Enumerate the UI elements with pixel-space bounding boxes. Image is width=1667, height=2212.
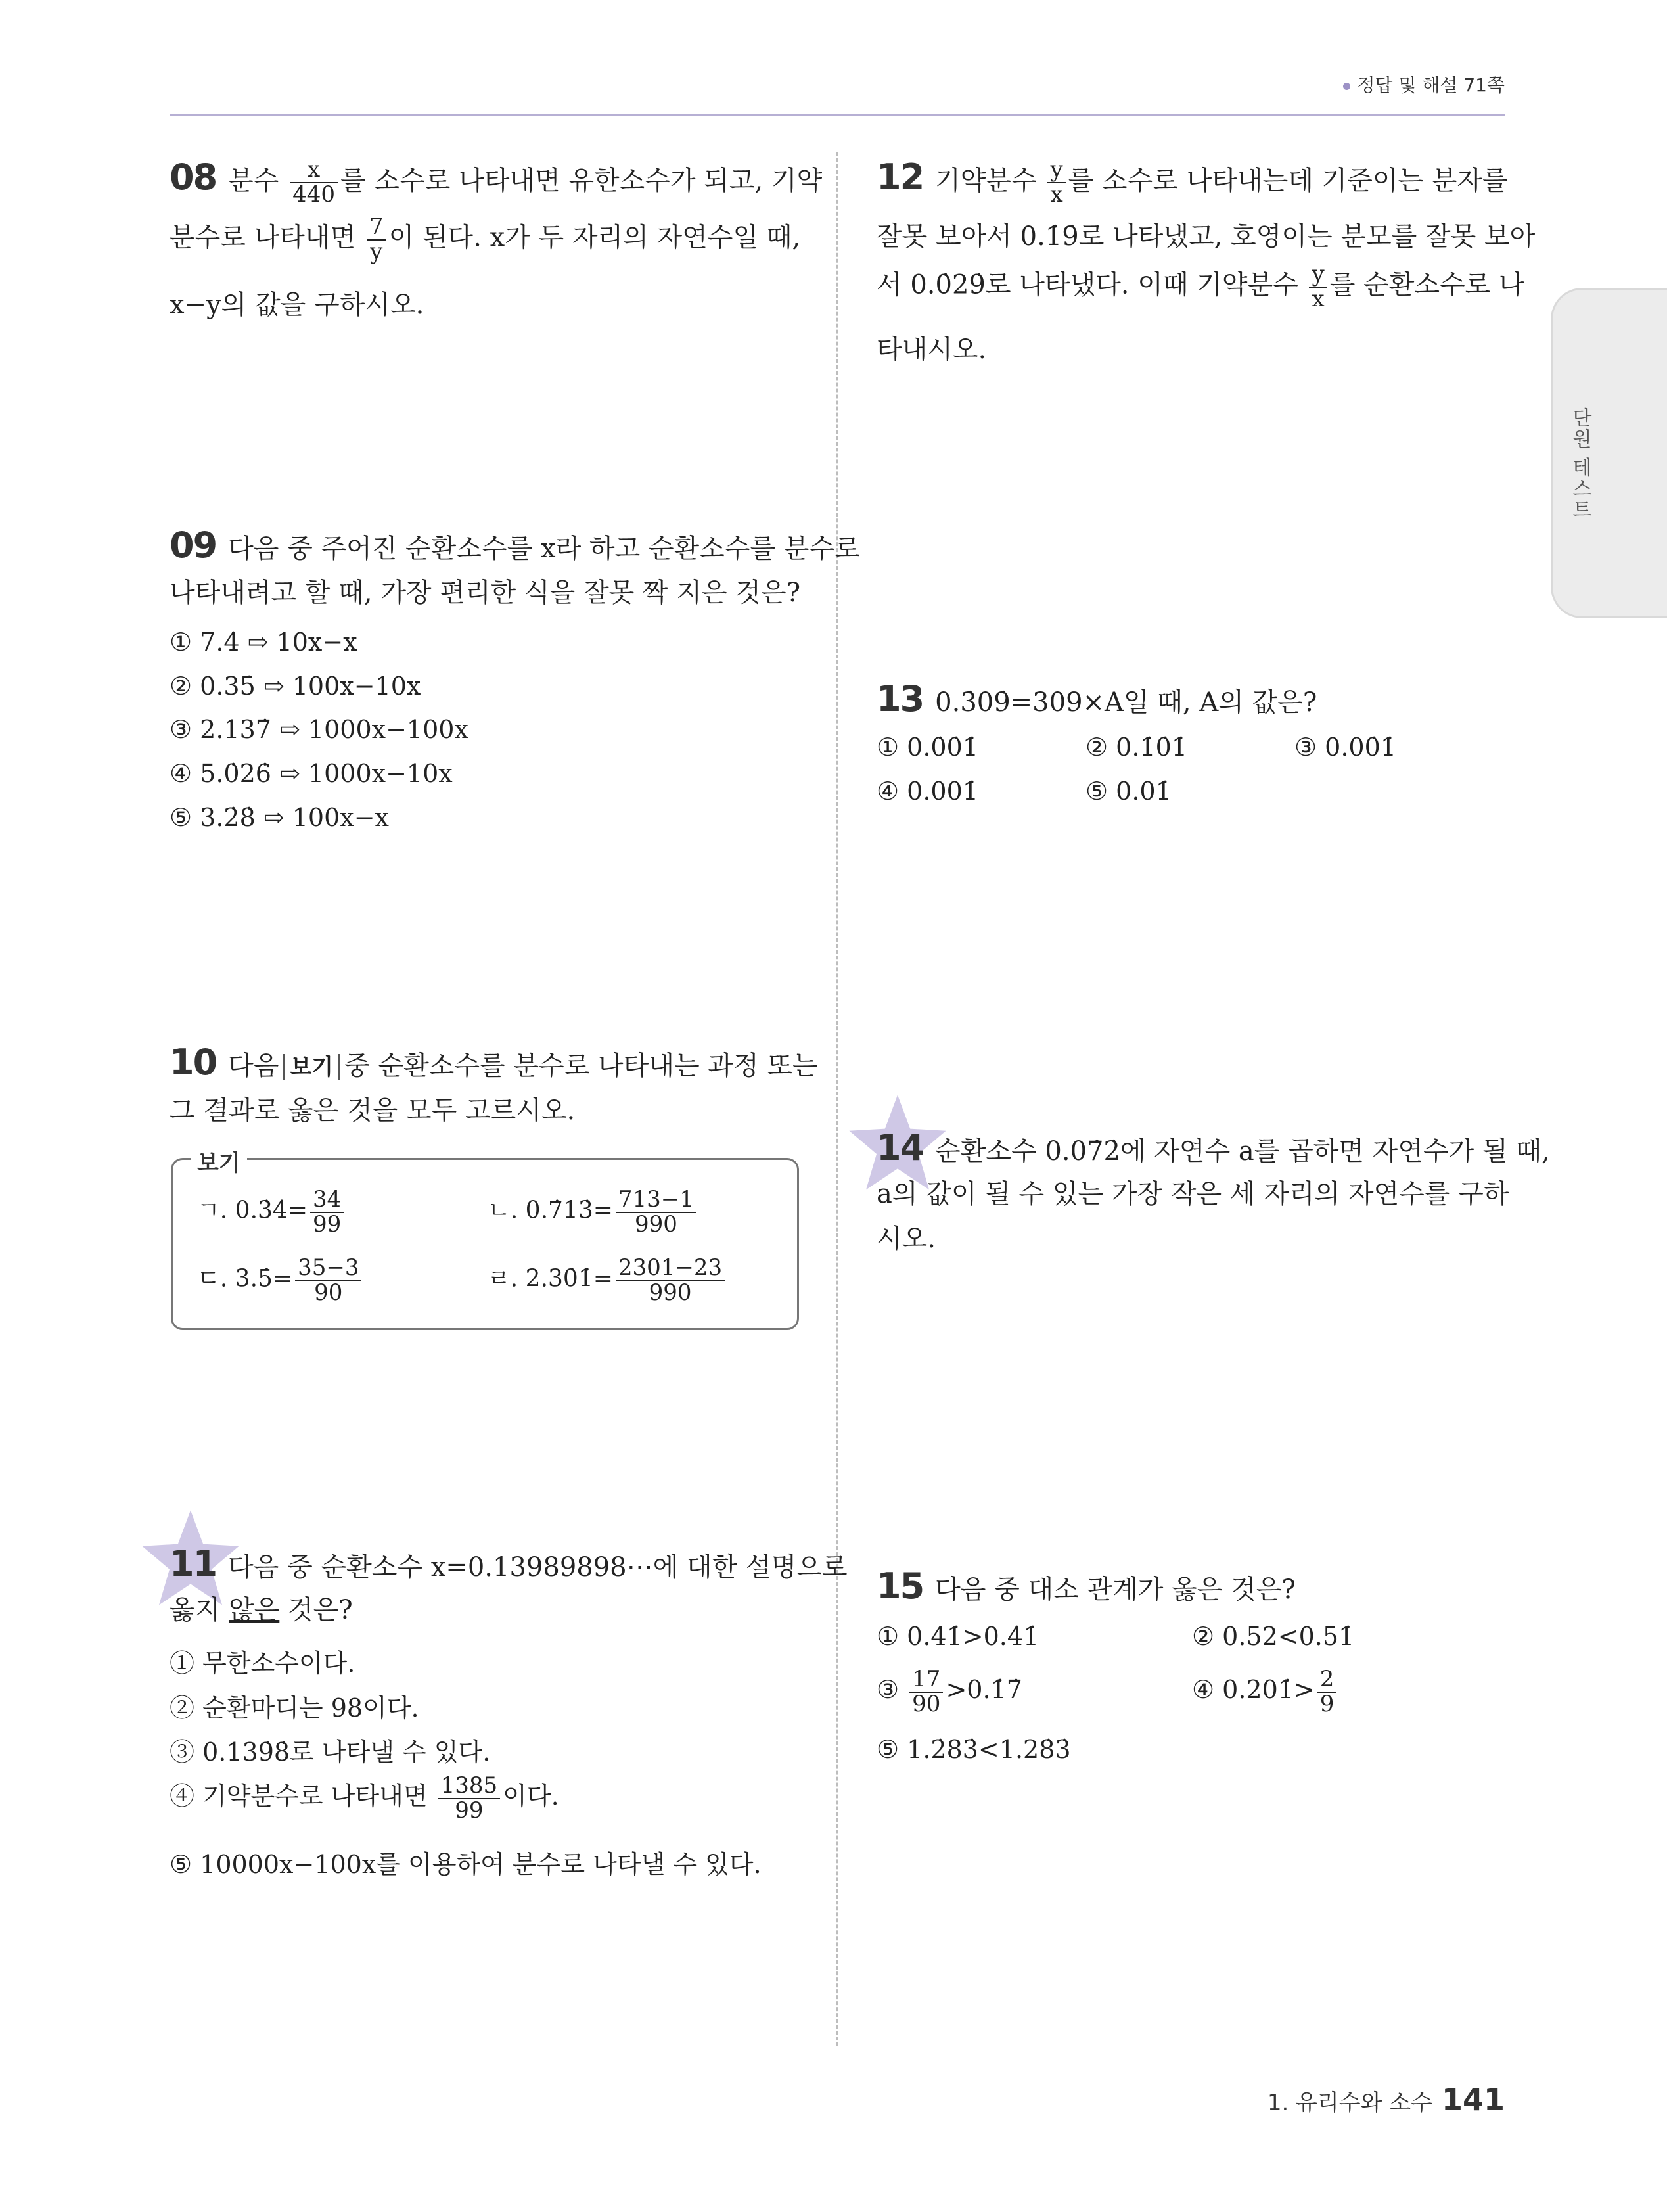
- option-text: 이다.: [503, 1782, 559, 1811]
- fraction: [295, 1256, 361, 1304]
- question-12-line2: 잘못 보아서 0.1̇9̇로 나타냈고, 호영이는 분모를 잘못 보아: [877, 221, 1536, 252]
- option-5[interactable]: ⑤ 1.2̇83̇<1.28̇3̇: [877, 1735, 1071, 1764]
- question-number: 13: [877, 678, 924, 720]
- question-10: [170, 1042, 818, 1083]
- denominator: x: [1050, 181, 1063, 208]
- fraction: [1317, 1668, 1337, 1716]
- bogi-item-3: [197, 1256, 364, 1304]
- header-rule: [170, 114, 1505, 116]
- option-2[interactable]: ② 0.52<0.51̇: [1192, 1622, 1355, 1651]
- denominator: 90: [314, 1279, 343, 1306]
- question-number: 11: [170, 1543, 217, 1584]
- bogi-tag: 보기: [283, 1054, 340, 1080]
- question-text: 순환소수 0.07̇2̇에 자연수 a를 곱하면 자연수가 될 때,: [935, 1136, 1550, 1166]
- bullet-dot-icon: [1343, 83, 1350, 90]
- denominator: 990: [649, 1279, 692, 1306]
- denominator: 90: [912, 1690, 941, 1717]
- question-13: [877, 678, 1317, 720]
- fraction: [1047, 158, 1065, 206]
- denominator: y: [370, 238, 383, 265]
- underlined-word: 않은: [229, 1595, 280, 1625]
- numerator: y: [1309, 263, 1327, 288]
- denominator: 99: [455, 1797, 484, 1824]
- question-number: 10: [170, 1042, 217, 1083]
- numerator: 7: [367, 216, 386, 241]
- numerator: 2301−23: [616, 1256, 725, 1281]
- fraction: [616, 1256, 725, 1304]
- question-text: 것은?: [288, 1595, 353, 1625]
- option-1[interactable]: ① 0.0̇0̇1̇: [877, 733, 978, 762]
- denominator: x: [1312, 285, 1325, 312]
- fraction: [616, 1188, 696, 1236]
- bogi-item-1: [197, 1188, 346, 1236]
- option-3[interactable]: ③ 2.137̇ ⇨ 1000x−100x: [170, 715, 468, 744]
- option-4[interactable]: [170, 1774, 559, 1822]
- option-2[interactable]: ② 0.35̇ ⇨ 100x−10x: [170, 672, 421, 701]
- denominator: 99: [312, 1210, 342, 1237]
- fraction: [909, 1668, 943, 1716]
- bogi-item-text: ㄱ. 0.3̇4̇=: [197, 1197, 308, 1224]
- question-text: 분수로 나타내면: [170, 222, 356, 253]
- question-12-line4: 타내시오.: [877, 334, 987, 365]
- fraction: [290, 158, 338, 206]
- option-text: >0.1̇7̇: [946, 1675, 1022, 1705]
- question-14-line2: a의 값이 될 수 있는 가장 작은 세 자리의 자연수를 구하: [877, 1179, 1509, 1209]
- question-08-line3: x−y의 값을 구하시오.: [170, 290, 424, 320]
- option-4[interactable]: ④ 5.0̇26̇ ⇨ 1000x−10x: [170, 759, 453, 788]
- question-text: 분수: [228, 166, 279, 196]
- question-text: 를 순환소수로 나: [1329, 269, 1524, 300]
- question-08-line2: [170, 216, 800, 264]
- question-text: 0.3̇09̇=309×A일 때, A의 값은?: [935, 687, 1317, 718]
- bogi-item-text: ㄴ. 0.7̇13̇=: [488, 1197, 613, 1224]
- bogi-item-text: ㄷ. 3.5̇=: [197, 1265, 293, 1293]
- question-text: 중 순환소수를 분수로 나타내는 과정 또는: [344, 1051, 818, 1081]
- question-11-line2: [170, 1589, 353, 1626]
- numerator: x: [290, 158, 338, 183]
- fraction: [1309, 263, 1327, 311]
- page-number: 141: [1441, 2082, 1505, 2117]
- question-text: 다음 중 대소 관계가 옳은 것은?: [935, 1575, 1296, 1605]
- question-text: 를 소수로 나타내는데 기준이는 분자를: [1068, 166, 1508, 196]
- question-text: 다음 중 주어진 순환소수를 x라 하고 순환소수를 분수로: [228, 534, 860, 564]
- numerator: 35−3: [295, 1256, 361, 1281]
- option-4[interactable]: ④ 0.001̇: [877, 777, 978, 806]
- option-3[interactable]: ③ 0.00̇1̇: [1294, 733, 1396, 762]
- option-3[interactable]: [877, 1668, 1022, 1716]
- question-number: 08: [170, 156, 217, 198]
- question-text: 를 소수로 나타내면 유한소수가 되고, 기약: [340, 166, 823, 196]
- option-3[interactable]: ③ 0.139̇8̇로 나타낼 수 있다.: [170, 1738, 491, 1766]
- numerator: 2: [1317, 1668, 1337, 1693]
- question-12: [877, 156, 1508, 207]
- question-08: [170, 156, 822, 207]
- chapter-title: 1. 유리수와 소수: [1267, 2090, 1432, 2116]
- bogi-box-label: 보기: [191, 1145, 247, 1177]
- fraction: [438, 1774, 501, 1822]
- option-5[interactable]: ⑤ 0.01̇: [1085, 777, 1172, 806]
- page-footer: [1267, 2082, 1505, 2117]
- numerator: 713−1: [616, 1188, 696, 1213]
- question-text: 옳지: [170, 1595, 221, 1625]
- option-5[interactable]: ⑤ 10000x−100x를 이용하여 분수로 나타낼 수 있다.: [170, 1850, 762, 1879]
- option-5[interactable]: ⑤ 3.2̇8̇ ⇨ 100x−x: [170, 803, 389, 832]
- option-2[interactable]: ② 순환마디는 98이다.: [170, 1694, 419, 1722]
- bogi-item-text: ㄹ. 2.30̇1̇=: [488, 1265, 613, 1293]
- question-text: 다음: [228, 1051, 279, 1081]
- question-15: [877, 1565, 1296, 1607]
- option-text: ③: [877, 1675, 900, 1705]
- question-text: 기약분수: [935, 166, 1037, 196]
- option-text: ④ 0.201̇>: [1192, 1675, 1315, 1705]
- option-text: ④ 기약분수로 나타내면: [170, 1782, 428, 1811]
- question-number: 09: [170, 524, 217, 566]
- question-09: [170, 524, 860, 566]
- denominator: 440: [292, 181, 336, 208]
- question-number: 15: [877, 1565, 924, 1607]
- question-text: 이 된다. x가 두 자리의 자연수일 때,: [388, 222, 801, 253]
- answer-reference: 정답 및 해설 71쪽: [1343, 71, 1505, 97]
- option-1[interactable]: ① 0.41̇>0.4̇1̇: [877, 1622, 1039, 1651]
- bogi-item-4: [488, 1256, 727, 1304]
- bogi-item-2: [488, 1188, 699, 1236]
- question-number: 12: [877, 156, 924, 198]
- side-tab-label: 단원 테스트: [1568, 407, 1591, 520]
- option-4[interactable]: [1192, 1668, 1339, 1716]
- question-text: 다음 중 순환소수 x=0.13989898⋯에 대한 설명으로: [228, 1552, 848, 1582]
- numerator: 1385: [438, 1774, 501, 1799]
- numerator: 34: [310, 1188, 344, 1213]
- question-09-line2: 나타내려고 할 때, 가장 편리한 식을 잘못 짝 지은 것은?: [170, 578, 801, 608]
- fraction: [367, 216, 386, 264]
- column-divider: [836, 152, 838, 2046]
- question-12-line3: [877, 263, 1524, 311]
- option-2[interactable]: ② 0.1̇0̇1̇: [1085, 733, 1187, 762]
- option-1[interactable]: ① 무한소수이다.: [170, 1649, 355, 1678]
- question-number: 14: [877, 1127, 924, 1168]
- numerator: 17: [909, 1668, 943, 1693]
- option-1[interactable]: ① 7.4̇ ⇨ 10x−x: [170, 628, 357, 657]
- numerator: y: [1047, 158, 1065, 183]
- question-10-line2: 그 결과로 옳은 것을 모두 고르시오.: [170, 1095, 576, 1126]
- question-14: [877, 1127, 1550, 1168]
- denominator: 990: [634, 1210, 677, 1237]
- question-11: [170, 1543, 848, 1584]
- fraction: [310, 1188, 344, 1236]
- denominator: 9: [1319, 1690, 1335, 1717]
- question-text: 서 0.0̇29̇로 나타냈다. 이때 기약분수: [877, 269, 1298, 300]
- question-14-line3: 시오.: [877, 1224, 936, 1254]
